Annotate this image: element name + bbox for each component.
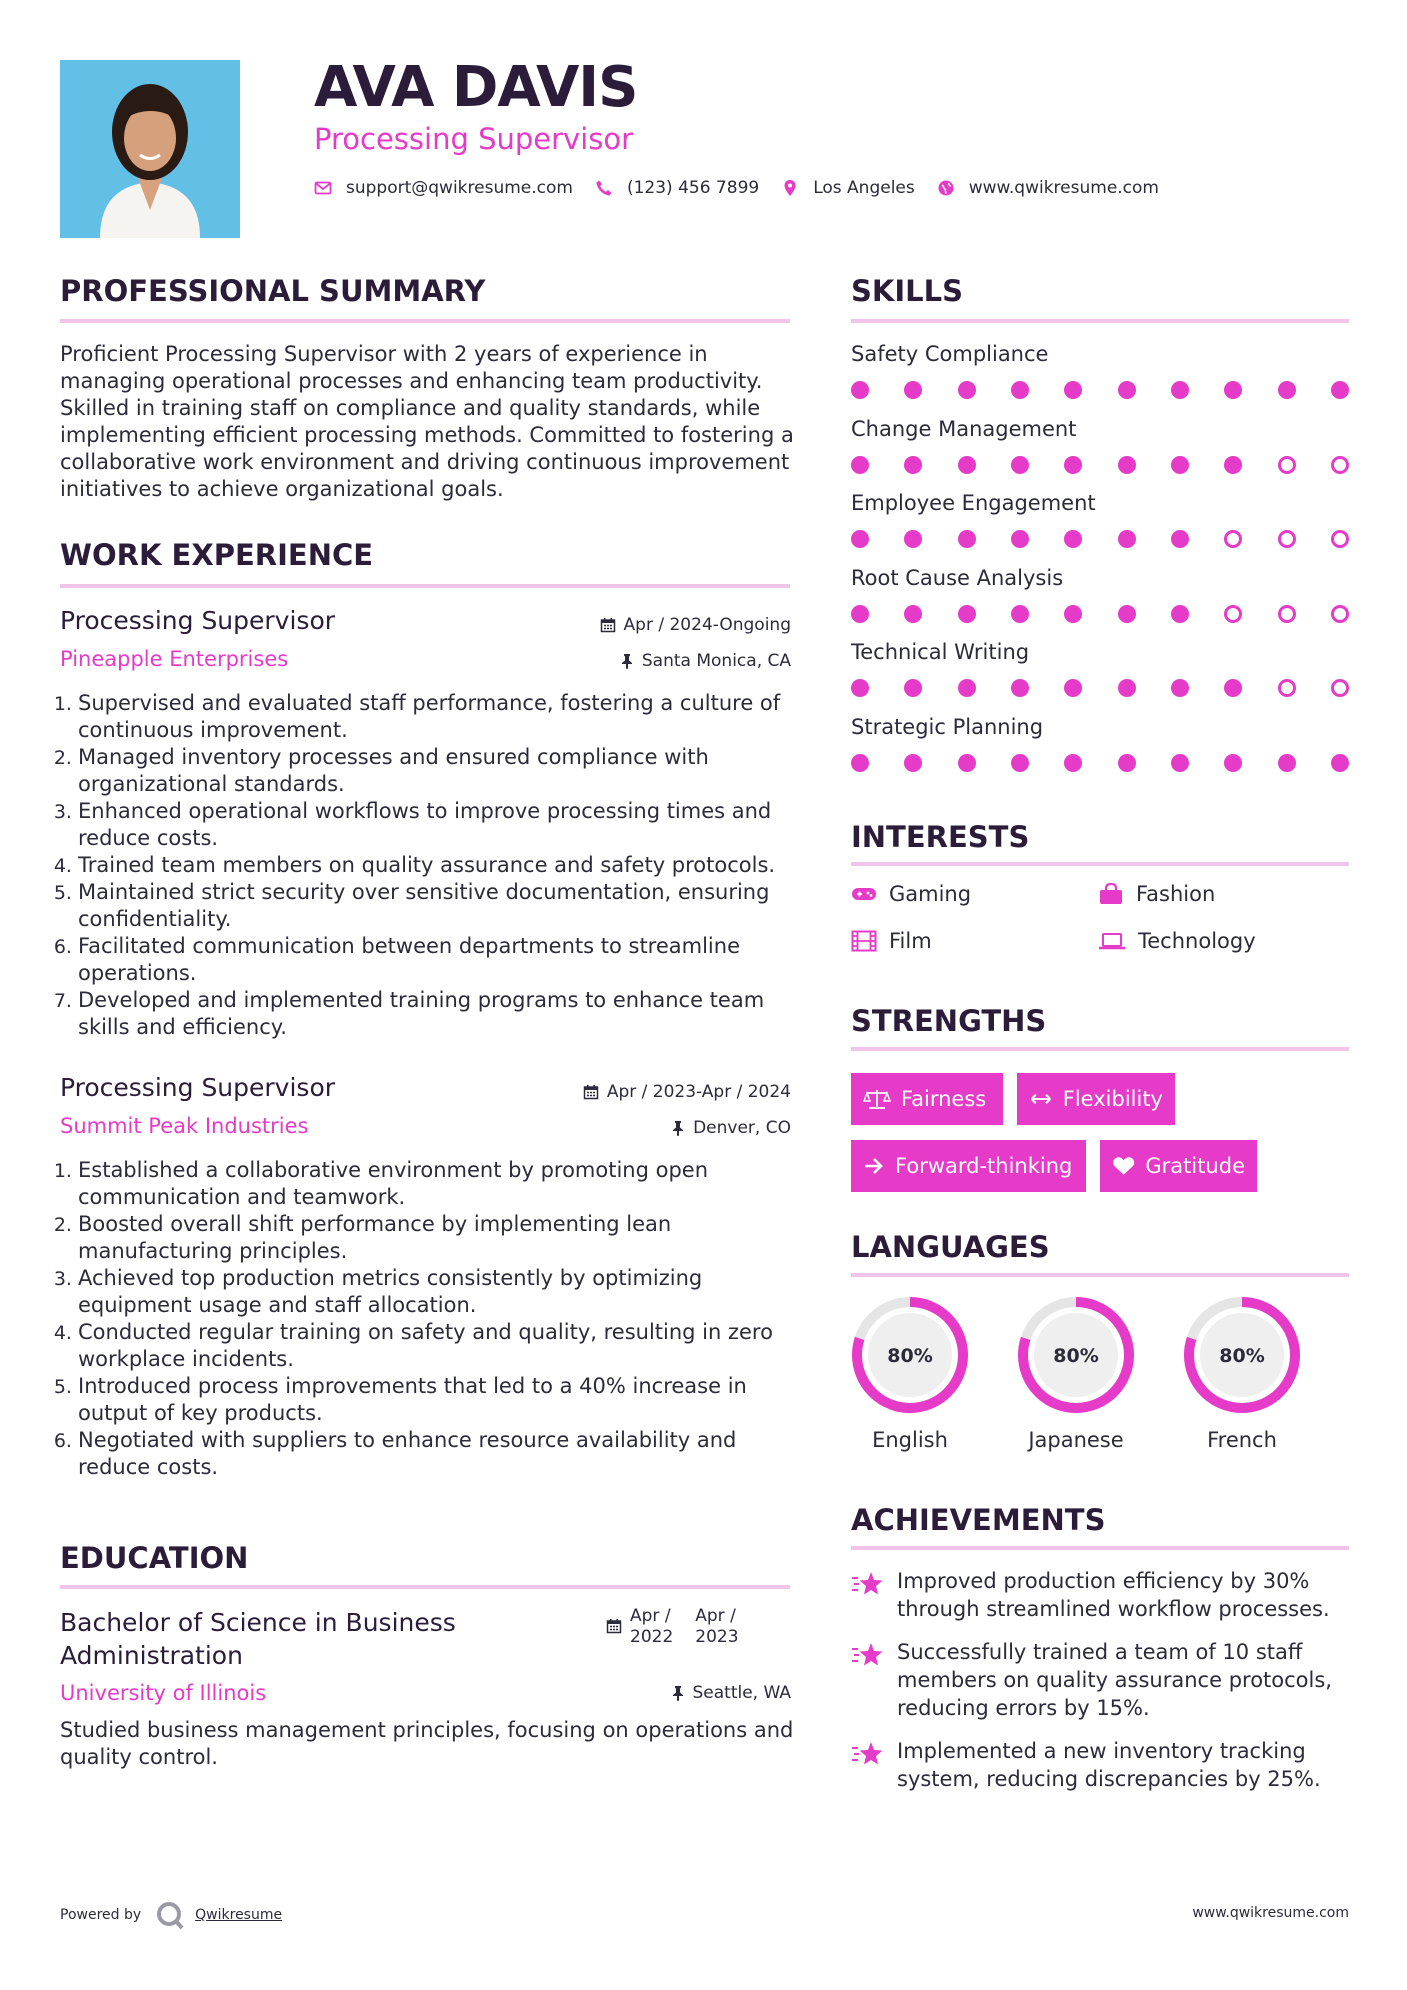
bullet-item: 5. Maintained strict security over sensitive documentation, ensuring confidentiality. xyxy=(78,879,800,933)
summary-text xyxy=(60,341,800,503)
languages-heading: LANGUAGES xyxy=(851,1230,1050,1264)
achievement-text: Improved production efficiency by 30% through streamlined workflow processes. xyxy=(897,1569,1330,1621)
language-ring xyxy=(1014,1293,1138,1421)
education-divider xyxy=(60,1585,790,1589)
education-location xyxy=(671,1683,792,1703)
footer-powered-by xyxy=(60,1900,282,1930)
rating-dot-filled xyxy=(1064,754,1082,772)
rating-dot-filled xyxy=(904,381,922,399)
bullet-item: 5. Introduced process improvements that led to a 40% increase in output of key products. xyxy=(78,1373,800,1427)
strengths-heading: STRENGTHS xyxy=(851,1004,1047,1038)
skills-heading: SKILLS xyxy=(851,274,963,308)
rating-dot-filled xyxy=(851,679,869,697)
summary-line: Skilled in training staff on compliance and quality standards, while xyxy=(60,396,761,420)
achievement-item xyxy=(851,1567,1367,1623)
rating-dot-filled xyxy=(1224,679,1242,697)
rating-dot-filled xyxy=(904,530,922,548)
strength-label: Fairness xyxy=(901,1087,987,1111)
rating-dot-filled xyxy=(1011,530,1029,548)
rating-dot-filled xyxy=(1064,530,1082,548)
rating-dot-filled xyxy=(851,605,869,623)
language-name: English xyxy=(872,1428,948,1452)
bullet-item: 6. Negotiated with suppliers to enhance resource availability and reduce costs. xyxy=(78,1427,800,1481)
education-end-date: Apr / 2023 xyxy=(695,1606,739,1647)
rating-dot-empty xyxy=(1224,605,1242,623)
bullet-item: 4. Trained team members on quality assurance and safety protocols. xyxy=(78,852,800,879)
language-name: French xyxy=(1207,1428,1277,1452)
bullet-item: 2. Managed inventory processes and ensured compliance with organizational standards. xyxy=(78,744,800,798)
achievement-text: Implemented a new inventory tracking system, reducing discrepancies by 25%. xyxy=(897,1739,1321,1791)
powered-by-label: Powered by xyxy=(60,1907,142,1923)
rating-dot-filled xyxy=(904,754,922,772)
languages-divider xyxy=(851,1273,1349,1277)
summary-line: Proficient Processing Supervisor with 2 years of experience in xyxy=(60,342,708,366)
summary-line: collaborative work environment and driving continuous improvement xyxy=(60,450,790,474)
strength-gratitude xyxy=(1100,1140,1257,1192)
location-pin-icon xyxy=(781,179,799,197)
pushpin-icon xyxy=(671,1120,685,1136)
summary-line: implementing efficient processing methods. Committed to fostering a xyxy=(60,423,794,447)
job-title: Processing Supervisor xyxy=(60,606,336,635)
job-location-text: Santa Monica, CA xyxy=(641,651,791,671)
skills-divider xyxy=(851,319,1349,323)
rating-dot-filled xyxy=(958,605,976,623)
star-icon xyxy=(851,1739,885,1769)
strength-label: Gratitude xyxy=(1145,1154,1245,1178)
strength-label: Flexibility xyxy=(1062,1087,1163,1111)
contact-website[interactable]: www.qwikresume.com xyxy=(968,178,1159,198)
strength-flexibility xyxy=(1017,1073,1175,1125)
interest-label: Gaming xyxy=(889,882,972,906)
rating-dot-filled xyxy=(851,530,869,548)
rating-dot-filled xyxy=(904,605,922,623)
interests-heading: INTERESTS xyxy=(851,820,1030,854)
rating-dot-filled xyxy=(1171,754,1189,772)
achievements-heading: ACHIEVEMENTS xyxy=(851,1503,1106,1537)
education-heading: EDUCATION xyxy=(60,1541,249,1575)
education-dates xyxy=(606,1606,739,1648)
achievement-item xyxy=(851,1737,1367,1793)
rating-dot-filled xyxy=(1278,754,1296,772)
skill-name: Technical Writing xyxy=(851,640,1030,664)
gamepad-icon xyxy=(851,884,877,904)
rating-dot-filled xyxy=(851,456,869,474)
interest-film xyxy=(851,929,932,953)
job-bullets xyxy=(60,690,800,1041)
skill-name: Change Management xyxy=(851,416,1077,441)
strengths-divider xyxy=(851,1047,1349,1051)
interest-label: Fashion xyxy=(1136,882,1216,906)
rating-dot-filled xyxy=(1011,605,1029,623)
star-icon xyxy=(851,1640,885,1670)
laptop-icon xyxy=(1098,931,1126,951)
job-company: Summit Peak Industries xyxy=(60,1114,309,1138)
rating-dot-filled xyxy=(1171,456,1189,474)
pushpin-icon xyxy=(671,1685,685,1701)
skill-name: Root Cause Analysis xyxy=(851,565,1064,590)
rating-dot-empty xyxy=(1278,605,1296,623)
rating-dot-filled xyxy=(958,679,976,697)
rating-dot-filled xyxy=(904,679,922,697)
rating-dot-filled xyxy=(851,754,869,772)
interest-gaming xyxy=(851,882,971,906)
calendar-icon xyxy=(583,1084,599,1100)
achievement-text: Successfully trained a team of 10 staff members on quality assurance protocols, reducing errors by 15%. xyxy=(897,1640,1332,1720)
star-icon xyxy=(851,1569,885,1599)
rating-dot-filled xyxy=(904,456,922,474)
rating-dot-filled xyxy=(1118,754,1136,772)
rating-dot-filled xyxy=(1171,530,1189,548)
interest-technology xyxy=(1098,929,1256,953)
interests-divider xyxy=(851,862,1349,866)
qwikresume-logo-icon xyxy=(155,1900,187,1930)
rating-dot-filled xyxy=(1171,679,1189,697)
rating-dot-filled xyxy=(958,456,976,474)
email-icon xyxy=(314,179,332,197)
rating-dot-filled xyxy=(1064,381,1082,399)
rating-dot-filled xyxy=(1118,456,1136,474)
contact-email[interactable]: support@qwikresume.com xyxy=(346,178,573,198)
film-icon xyxy=(851,930,877,952)
skill-rating xyxy=(851,381,1349,401)
strength-label: Forward-thinking xyxy=(895,1154,1073,1178)
bullet-item: 4. Conducted regular training on safety and quality, resulting in zero workplace incidents. xyxy=(78,1319,800,1373)
balance-scale-icon xyxy=(863,1088,891,1110)
rating-dot-filled xyxy=(958,754,976,772)
skill-rating xyxy=(851,754,1349,774)
language-name: Japanese xyxy=(1028,1428,1124,1452)
rating-dot-filled xyxy=(1118,530,1136,548)
job-dates xyxy=(583,1082,791,1102)
skill-rating xyxy=(851,456,1349,476)
rating-dot-empty xyxy=(1331,605,1349,623)
job-location-text: Denver, CO xyxy=(693,1118,791,1138)
rating-dot-empty xyxy=(1278,679,1296,697)
rating-dot-empty xyxy=(1278,456,1296,474)
rating-dot-filled xyxy=(1171,381,1189,399)
brand-link[interactable]: Qwikresume xyxy=(195,1907,283,1923)
rating-dot-filled xyxy=(1118,381,1136,399)
rating-dot-filled xyxy=(1278,381,1296,399)
contact-location: Los Angeles xyxy=(813,178,915,198)
language-percent: 80% xyxy=(1053,1345,1099,1367)
skill-name: Safety Compliance xyxy=(851,342,1049,366)
job-dates-text: Apr / 2024-Ongoing xyxy=(623,615,791,635)
rating-dot-filled xyxy=(1064,605,1082,623)
candidate-role: Processing Supervisor xyxy=(314,122,634,156)
pushpin-icon xyxy=(620,653,634,669)
rating-dot-filled xyxy=(1224,754,1242,772)
rating-dot-filled xyxy=(1118,605,1136,623)
job-location xyxy=(671,1118,791,1138)
heart-icon xyxy=(1112,1156,1135,1176)
bullet-item: 1. Supervised and evaluated staff performance, fostering a culture of continuous improvement. xyxy=(78,690,800,744)
calendar-icon xyxy=(606,1618,622,1634)
globe-icon xyxy=(937,179,955,197)
rating-dot-filled xyxy=(1064,456,1082,474)
interest-fashion xyxy=(1098,882,1215,906)
bullet-item: 3. Achieved top production metrics consistently by optimizing equipment usage and staff allocation. xyxy=(78,1265,800,1319)
strength-forward-thinking xyxy=(851,1140,1086,1192)
degree-title xyxy=(60,1606,456,1672)
shopping-bag-icon xyxy=(1098,883,1124,905)
rating-dot-filled xyxy=(1224,381,1242,399)
job-company: Pineapple Enterprises xyxy=(60,647,289,671)
language-ring xyxy=(1180,1293,1304,1421)
education-location-text: Seattle, WA xyxy=(692,1683,791,1703)
footer-url[interactable]: www.qwikresume.com xyxy=(1192,1905,1349,1921)
degree-line: Bachelor of Science in Business xyxy=(60,1608,456,1637)
rating-dot-filled xyxy=(1011,381,1029,399)
rating-dot-empty xyxy=(1278,530,1296,548)
rating-dot-filled xyxy=(1011,754,1029,772)
job-dates xyxy=(600,615,791,635)
achievement-item xyxy=(851,1638,1367,1722)
job-title: Processing Supervisor xyxy=(60,1073,336,1102)
bullet-item: 6. Facilitated communication between departments to streamline operations. xyxy=(78,933,800,987)
arrows-horizontal-icon xyxy=(1029,1092,1053,1106)
rating-dot-filled xyxy=(1064,679,1082,697)
experience-divider xyxy=(60,584,790,588)
bullet-item: 3. Enhanced operational workflows to improve processing times and reduce costs. xyxy=(78,798,800,852)
job-bullets xyxy=(60,1157,800,1481)
bullet-item: 7. Developed and implemented training programs to enhance team skills and efficiency. xyxy=(78,987,800,1041)
rating-dot-filled xyxy=(1011,456,1029,474)
skill-rating xyxy=(851,679,1349,699)
interest-label: Technology xyxy=(1138,929,1256,953)
language-ring xyxy=(848,1293,972,1421)
skill-rating xyxy=(851,605,1349,625)
language-percent: 80% xyxy=(1219,1345,1265,1367)
rating-dot-filled xyxy=(958,530,976,548)
education-start-date: Apr / 2022 xyxy=(630,1606,674,1647)
summary-heading: PROFESSIONAL SUMMARY xyxy=(60,274,486,308)
calendar-icon xyxy=(600,617,616,633)
rating-dot-filled xyxy=(958,381,976,399)
skill-name: Strategic Planning xyxy=(851,714,1044,739)
rating-dot-empty xyxy=(1331,679,1349,697)
rating-dot-filled xyxy=(1118,679,1136,697)
rating-dot-empty xyxy=(1331,456,1349,474)
bullet-item: 1. Established a collaborative environment by promoting open communication and teamwork. xyxy=(78,1157,800,1211)
candidate-name: AVA DAVIS xyxy=(314,55,638,120)
summary-line: managing operational processes and enhancing team productivity. xyxy=(60,369,763,393)
contact-bar xyxy=(314,178,1181,198)
achievements-divider xyxy=(851,1546,1349,1550)
rating-dot-filled xyxy=(1224,456,1242,474)
degree-line: Administration xyxy=(60,1641,243,1670)
summary-divider xyxy=(60,319,790,323)
school-name: University of Illinois xyxy=(60,1681,267,1705)
education-description: Studied business management principles, focusing on operations and quality control. xyxy=(60,1718,794,1769)
rating-dot-empty xyxy=(1224,530,1242,548)
rating-dot-filled xyxy=(1011,679,1029,697)
arrow-right-icon xyxy=(863,1157,885,1175)
skill-name: Employee Engagement xyxy=(851,491,1096,515)
rating-dot-empty xyxy=(1331,530,1349,548)
strength-fairness xyxy=(851,1073,1003,1125)
experience-heading: WORK EXPERIENCE xyxy=(60,538,374,572)
interest-label: Film xyxy=(889,929,932,953)
profile-photo xyxy=(60,60,240,238)
rating-dot-filled xyxy=(1331,754,1349,772)
summary-line: initiatives to achieve organizational goals. xyxy=(60,477,504,501)
phone-icon xyxy=(595,179,613,197)
rating-dot-filled xyxy=(1331,381,1349,399)
job-dates-text: Apr / 2023-Apr / 2024 xyxy=(606,1082,791,1102)
skill-rating xyxy=(851,530,1349,550)
rating-dot-filled xyxy=(851,381,869,399)
rating-dot-filled xyxy=(1171,605,1189,623)
bullet-item: 2. Boosted overall shift performance by implementing lean manufacturing principles. xyxy=(78,1211,800,1265)
language-percent: 80% xyxy=(887,1345,933,1367)
job-location xyxy=(620,651,791,671)
contact-phone[interactable]: (123) 456 7899 xyxy=(626,178,760,198)
